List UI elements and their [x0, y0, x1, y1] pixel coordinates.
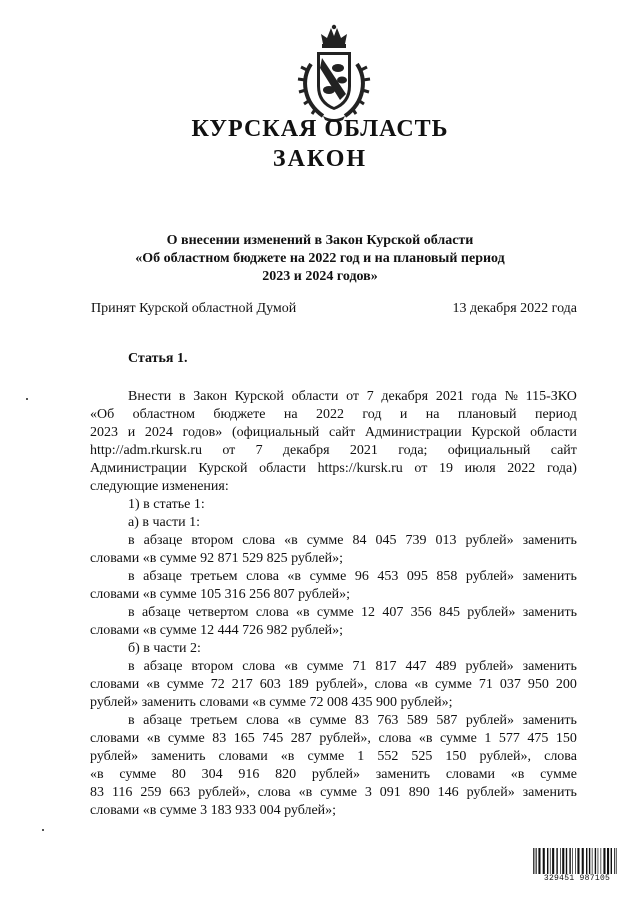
body-word: 2022 — [507, 461, 536, 476]
adoption-date: 13 декабря 2022 года — [452, 301, 577, 316]
body-word: «в — [90, 767, 104, 782]
barcode-bar — [569, 848, 570, 874]
body-word: сумме — [307, 749, 345, 764]
body-word: 72 — [210, 677, 225, 692]
law-title-line: «Об областном бюджете на 2022 год и на плановый период — [135, 251, 505, 266]
body-word: заменить — [522, 713, 577, 728]
body-line — [90, 586, 577, 604]
body-word: слова — [242, 533, 276, 548]
body-word: в — [128, 605, 135, 620]
body-word: 304 — [201, 767, 223, 782]
body-word: рублей» — [465, 713, 515, 728]
body-line — [90, 532, 577, 550]
body-word: «Об — [90, 407, 115, 422]
body-word: «в — [146, 731, 161, 746]
body-word: третьем — [190, 713, 238, 728]
body-word: сумме — [440, 731, 477, 746]
barcode — [532, 848, 622, 882]
body-word: 858 — [436, 569, 458, 584]
body-word: рублей», — [319, 731, 371, 746]
barcode-bar — [611, 848, 612, 874]
body-word: сумме — [166, 677, 204, 692]
body-line — [90, 442, 577, 460]
body-word: в — [128, 713, 135, 728]
body-word: сайт — [328, 425, 356, 440]
body-word: в — [128, 659, 135, 674]
adoption-text: Принят Курской областной Думой — [91, 301, 297, 316]
barcode-bar — [601, 848, 602, 874]
body-word: на — [283, 407, 298, 422]
body-word: 3 — [364, 785, 372, 800]
body-line — [90, 784, 577, 802]
body-word: абзаце — [141, 605, 181, 620]
body-line — [90, 478, 577, 496]
body-word: 83 — [212, 731, 227, 746]
body-word: слова — [246, 713, 279, 728]
body-line — [90, 424, 577, 442]
barcode-bar — [577, 848, 579, 874]
body-word: рублей», — [198, 785, 250, 800]
body-word: 552 — [377, 749, 399, 764]
body-word: «в — [146, 677, 160, 692]
body-word: 1 — [484, 731, 492, 746]
body-word: 217 — [231, 677, 253, 692]
barcode-bar — [536, 848, 537, 874]
body-word: 150 — [555, 731, 577, 746]
barcode-bar — [575, 848, 576, 874]
body-word: 845 — [438, 605, 460, 620]
barcode-bar — [550, 848, 551, 874]
body-word: 200 — [555, 677, 577, 692]
barcode-bar — [562, 848, 564, 874]
body-word: области — [530, 425, 577, 440]
barcode-bar — [572, 848, 573, 874]
body-word: Закон — [193, 389, 228, 404]
body-word: 146 — [437, 785, 459, 800]
body-word: рублей» — [465, 533, 514, 548]
body-word: Администрации — [364, 425, 462, 440]
body-word: абзаце — [143, 659, 183, 674]
body-word: в — [128, 569, 135, 584]
body-line — [90, 550, 577, 568]
body-word: «в — [280, 749, 295, 764]
body-line — [90, 730, 577, 748]
body-word: 577 — [498, 731, 520, 746]
barcode-bar — [543, 848, 545, 874]
body-line — [90, 388, 577, 406]
body-word: слова — [378, 731, 412, 746]
body-word: 095 — [406, 569, 428, 584]
body-word: № — [504, 389, 518, 404]
body-word: сумме — [435, 677, 472, 692]
barcode-number: 329451 987105 — [543, 874, 611, 883]
body-word: 916 — [238, 767, 260, 782]
body-word: в — [128, 533, 135, 548]
body-line-text: рублей» заменить словами «в сумме 72 008 435 900 рублей»; — [90, 695, 453, 710]
body-word: 356 — [410, 605, 432, 620]
body-word: сумме — [306, 659, 344, 674]
body-word: 189 — [287, 677, 309, 692]
body-line — [90, 748, 577, 766]
body-word: от — [346, 389, 360, 404]
barcode-bar — [595, 848, 596, 874]
body-word: 116 — [111, 785, 133, 800]
barcode-bar — [582, 848, 584, 874]
body-word: 2022 — [315, 407, 344, 422]
body-word: четвертом — [188, 605, 249, 620]
body-word: сумме — [316, 605, 354, 620]
body-word: рублей», — [479, 749, 532, 764]
body-line — [90, 802, 577, 820]
body-word: втором — [191, 533, 234, 548]
body-word: года) — [546, 461, 577, 476]
body-word: от — [414, 461, 428, 476]
law-title — [60, 232, 580, 286]
body-word: «в — [287, 569, 302, 584]
body-word: заменить — [522, 659, 577, 674]
body-word: декабря — [381, 389, 429, 404]
body-word: слова — [544, 749, 577, 764]
body-word: 525 — [411, 749, 433, 764]
body-line-text: словами «в сумме 105 316 256 807 рублей»; — [90, 587, 351, 602]
body-word: абзаце — [143, 569, 182, 584]
article-body — [90, 388, 577, 820]
body-word: «в — [284, 659, 298, 674]
body-word: областном — [132, 407, 196, 422]
body-word: плановый — [457, 407, 517, 422]
body-line — [90, 658, 577, 676]
body-word: словами — [445, 767, 496, 782]
body-word: втором — [191, 659, 234, 674]
body-word: рублей» — [311, 767, 361, 782]
body-word: сумме — [309, 713, 347, 728]
body-line — [90, 460, 577, 478]
body-word: 150 — [445, 749, 467, 764]
body-word: Администрации — [90, 461, 187, 476]
scan-dot — [42, 829, 44, 831]
body-word: Внести — [128, 389, 172, 404]
body-word: декабря — [282, 443, 330, 458]
body-word: 80 — [171, 767, 186, 782]
body-word: области — [259, 461, 306, 476]
body-word: июля — [464, 461, 496, 476]
body-word: «в — [284, 533, 298, 548]
body-word: заменить — [151, 749, 206, 764]
body-word: 287 — [290, 731, 312, 746]
body-word: абзаце — [143, 533, 183, 548]
body-word: слова — [242, 659, 276, 674]
body-word: сумме — [306, 533, 344, 548]
body-word: 447 — [405, 659, 427, 674]
body-line-text: б) в части 2: — [128, 641, 201, 656]
body-word: от — [222, 443, 236, 458]
body-line — [90, 694, 577, 712]
body-word: 1 — [357, 749, 365, 764]
body-word: абзаце — [143, 713, 182, 728]
body-line — [90, 514, 577, 532]
body-word: 96 — [354, 569, 369, 584]
body-word: 817 — [375, 659, 397, 674]
region-name: КУРСКАЯ ОБЛАСТЬ — [191, 116, 449, 142]
body-word: «в — [287, 713, 302, 728]
body-word: Курской — [234, 389, 284, 404]
barcode-bar — [616, 848, 617, 874]
body-word: года; — [398, 443, 428, 458]
body-word: 2024 — [144, 425, 173, 440]
barcode-icon — [532, 848, 622, 874]
barcode-bar — [592, 848, 593, 874]
barcode-bar — [589, 848, 590, 874]
body-word: заменить — [522, 785, 577, 800]
body-word: рублей», — [315, 677, 368, 692]
body-word: рублей» — [467, 605, 516, 620]
body-word: 71 — [352, 659, 367, 674]
body-line-text: следующие изменения: — [90, 479, 229, 494]
body-word: заменить — [522, 569, 577, 584]
body-word: «в — [295, 605, 310, 620]
coat-of-arms-icon — [293, 24, 375, 124]
barcode-bar — [552, 848, 554, 874]
body-word: 763 — [377, 713, 399, 728]
body-word: 745 — [262, 731, 284, 746]
barcode-bar — [538, 848, 540, 874]
body-line-text: словами «в сумме 12 444 726 982 рублей»; — [90, 623, 344, 638]
body-word: области — [291, 389, 339, 404]
body-word: 587 — [436, 713, 458, 728]
body-word: годов» — [182, 425, 223, 440]
body-word: рублей» — [90, 749, 139, 764]
body-word: 890 — [408, 785, 430, 800]
body-word: на — [425, 407, 440, 422]
barcode-bar — [598, 848, 599, 874]
body-word: сумме — [309, 569, 347, 584]
body-word: заменить — [522, 533, 577, 548]
body-word: сумме — [320, 785, 357, 800]
body-word: 820 — [275, 767, 297, 782]
body-word: 950 — [527, 677, 549, 692]
body-word: официальный — [447, 443, 531, 458]
body-word: https://kursk.ru — [317, 461, 403, 476]
body-word: 013 — [435, 533, 457, 548]
body-word: 2023 — [90, 425, 118, 440]
body-word: Курской — [198, 461, 248, 476]
body-word: 165 — [233, 731, 255, 746]
body-line — [90, 766, 577, 784]
body-word: 71 — [478, 677, 493, 692]
body-word: в — [178, 389, 186, 404]
barcode-bar — [607, 848, 609, 874]
body-word: сумме — [167, 731, 205, 746]
body-word: «в — [298, 785, 313, 800]
body-word: 663 — [169, 785, 191, 800]
body-word: сайт — [550, 443, 577, 458]
body-word: 83 — [354, 713, 369, 728]
body-word: и — [127, 425, 136, 440]
body-word: слова — [255, 605, 289, 620]
barcode-bar — [533, 848, 534, 874]
body-line — [90, 496, 577, 514]
body-word: рублей» — [466, 785, 515, 800]
body-line — [90, 640, 577, 658]
body-word: «в — [510, 767, 525, 782]
document-type: ЗАКОН — [272, 146, 368, 172]
body-word: заменить — [375, 767, 431, 782]
scan-dot — [26, 398, 28, 400]
body-word: слова — [246, 569, 279, 584]
body-word: слова — [257, 785, 291, 800]
body-word: 83 — [90, 785, 104, 800]
body-word: год — [362, 407, 382, 422]
body-word: бюджете — [213, 407, 266, 422]
body-word: «в — [418, 731, 433, 746]
body-line — [90, 568, 577, 586]
body-word: 489 — [435, 659, 457, 674]
body-word: словами — [90, 731, 140, 746]
body-word: 115-ЗКО — [525, 389, 577, 404]
body-word: и — [399, 407, 408, 422]
barcode-bar — [560, 848, 561, 874]
body-line-text: а) в части 1: — [128, 515, 200, 530]
body-word: 453 — [377, 569, 399, 584]
barcode-bar — [614, 848, 615, 874]
body-word: года — [471, 389, 497, 404]
body-word: словами — [218, 749, 268, 764]
barcode-bar — [586, 848, 587, 874]
body-word: 475 — [527, 731, 549, 746]
barcode-bar — [547, 848, 548, 874]
barcode-bar — [603, 848, 605, 874]
body-word: период — [534, 407, 577, 422]
body-word: (официальный — [231, 425, 320, 440]
body-word: рублей» — [465, 569, 515, 584]
body-word: http://adm.rkursk.ru — [90, 443, 202, 458]
body-word: 045 — [375, 533, 397, 548]
body-word: 603 — [259, 677, 281, 692]
body-word: 259 — [140, 785, 162, 800]
body-word: «в — [414, 677, 428, 692]
body-line — [90, 406, 577, 424]
body-word: рублей» — [465, 659, 514, 674]
body-word: третьем — [190, 569, 238, 584]
body-word: 84 — [352, 533, 367, 548]
body-word: 739 — [405, 533, 427, 548]
body-word: 12 — [361, 605, 376, 620]
body-word: слова — [374, 677, 408, 692]
law-title-line: О внесении изменений в Закон Курской области — [166, 233, 474, 248]
body-word: 7 — [366, 389, 374, 404]
body-word: 7 — [255, 443, 263, 458]
body-word: сумме — [119, 767, 157, 782]
body-word: 2021 — [349, 443, 378, 458]
body-word: сумме — [540, 767, 577, 782]
body-word: 091 — [379, 785, 401, 800]
barcode-bar — [566, 848, 567, 874]
body-word: Курской — [471, 425, 521, 440]
body-line — [90, 622, 577, 640]
body-word: словами — [90, 677, 140, 692]
body-word: 19 — [438, 461, 453, 476]
body-word: 407 — [382, 605, 404, 620]
body-word: заменить — [522, 605, 577, 620]
body-line-text: словами «в сумме 3 183 933 004 рублей»; — [90, 803, 337, 818]
barcode-bar — [556, 848, 557, 874]
body-line — [90, 676, 577, 694]
body-word: 589 — [406, 713, 428, 728]
article-heading: Статья 1. — [128, 351, 188, 366]
body-line-text: 1) в статье 1: — [128, 497, 205, 512]
body-word: 037 — [499, 677, 521, 692]
body-word: 2021 — [435, 389, 464, 404]
body-line — [90, 712, 577, 730]
body-line-text: словами «в сумме 92 871 529 825 рублей»; — [90, 551, 344, 566]
body-line — [90, 604, 577, 622]
barcode-bar — [535, 848, 536, 874]
law-title-line: 2023 и 2024 годов» — [262, 269, 378, 284]
